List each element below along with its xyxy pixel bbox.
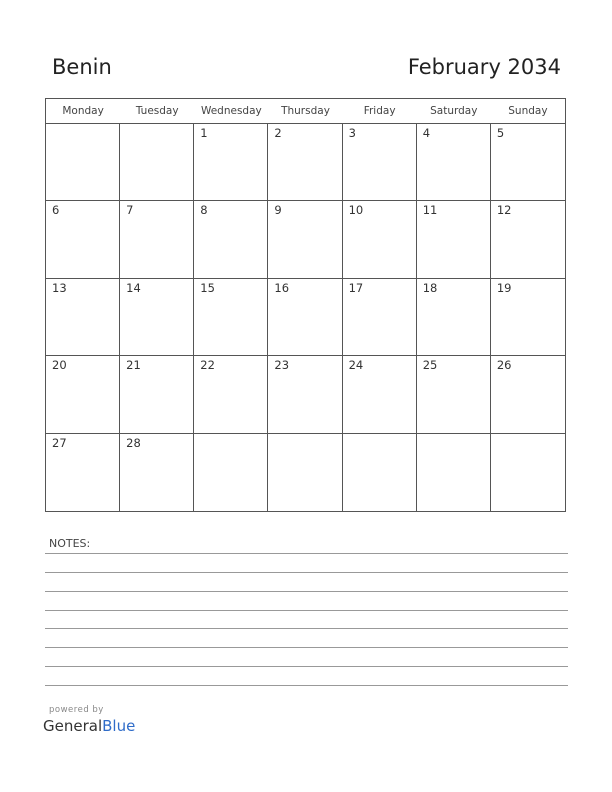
day-cell: 4	[417, 124, 491, 201]
day-cell: 18	[417, 279, 491, 356]
day-cell: 5	[491, 124, 565, 201]
day-cell: 12	[491, 201, 565, 278]
day-cell: 25	[417, 356, 491, 433]
weekday-header: Saturday	[417, 99, 491, 124]
day-cell: 28	[120, 434, 194, 511]
day-cell	[343, 434, 417, 511]
day-cell: 17	[343, 279, 417, 356]
notes-label: NOTES:	[49, 537, 91, 550]
calendar-grid	[45, 98, 566, 512]
day-cell: 11	[417, 201, 491, 278]
day-cell: 24	[343, 356, 417, 433]
weekday-header: Thursday	[268, 99, 342, 124]
day-cell: 2	[268, 124, 342, 201]
day-cell	[194, 434, 268, 511]
notes-line	[45, 647, 568, 648]
day-cell: 9	[268, 201, 342, 278]
day-cell	[120, 124, 194, 201]
day-cell: 7	[120, 201, 194, 278]
day-cell: 23	[268, 356, 342, 433]
day-cell	[491, 434, 565, 511]
day-cell: 14	[120, 279, 194, 356]
month-year-title: February 2034	[407, 55, 561, 79]
notes-line	[45, 591, 568, 592]
weekday-header: Tuesday	[120, 99, 194, 124]
day-cell: 13	[46, 279, 120, 356]
day-cell: 20	[46, 356, 120, 433]
day-cell: 6	[46, 201, 120, 278]
day-cell: 26	[491, 356, 565, 433]
logo-general: General	[43, 717, 103, 735]
day-cell: 15	[194, 279, 268, 356]
notes-line	[45, 628, 568, 629]
country-title: Benin	[52, 55, 112, 79]
notes-line	[45, 572, 568, 573]
day-cell: 21	[120, 356, 194, 433]
powered-by-text: powered by	[49, 705, 104, 715]
notes-line	[45, 610, 568, 611]
day-cell: 3	[343, 124, 417, 201]
weekday-header: Sunday	[491, 99, 565, 124]
notes-line	[45, 685, 568, 686]
day-cell: 22	[194, 356, 268, 433]
day-cell	[268, 434, 342, 511]
weekday-header: Friday	[343, 99, 417, 124]
weekday-header: Monday	[46, 99, 120, 124]
day-cell: 16	[268, 279, 342, 356]
day-cell: 19	[491, 279, 565, 356]
weekday-header: Wednesday	[194, 99, 268, 124]
notes-line	[45, 666, 568, 667]
notes-line	[45, 553, 568, 554]
logo-blue: Blue	[102, 717, 136, 735]
generalblue-logo	[43, 717, 135, 735]
day-cell: 10	[343, 201, 417, 278]
day-cell: 1	[194, 124, 268, 201]
day-cell: 8	[194, 201, 268, 278]
day-cell	[46, 124, 120, 201]
day-cell	[417, 434, 491, 511]
day-cell: 27	[46, 434, 120, 511]
